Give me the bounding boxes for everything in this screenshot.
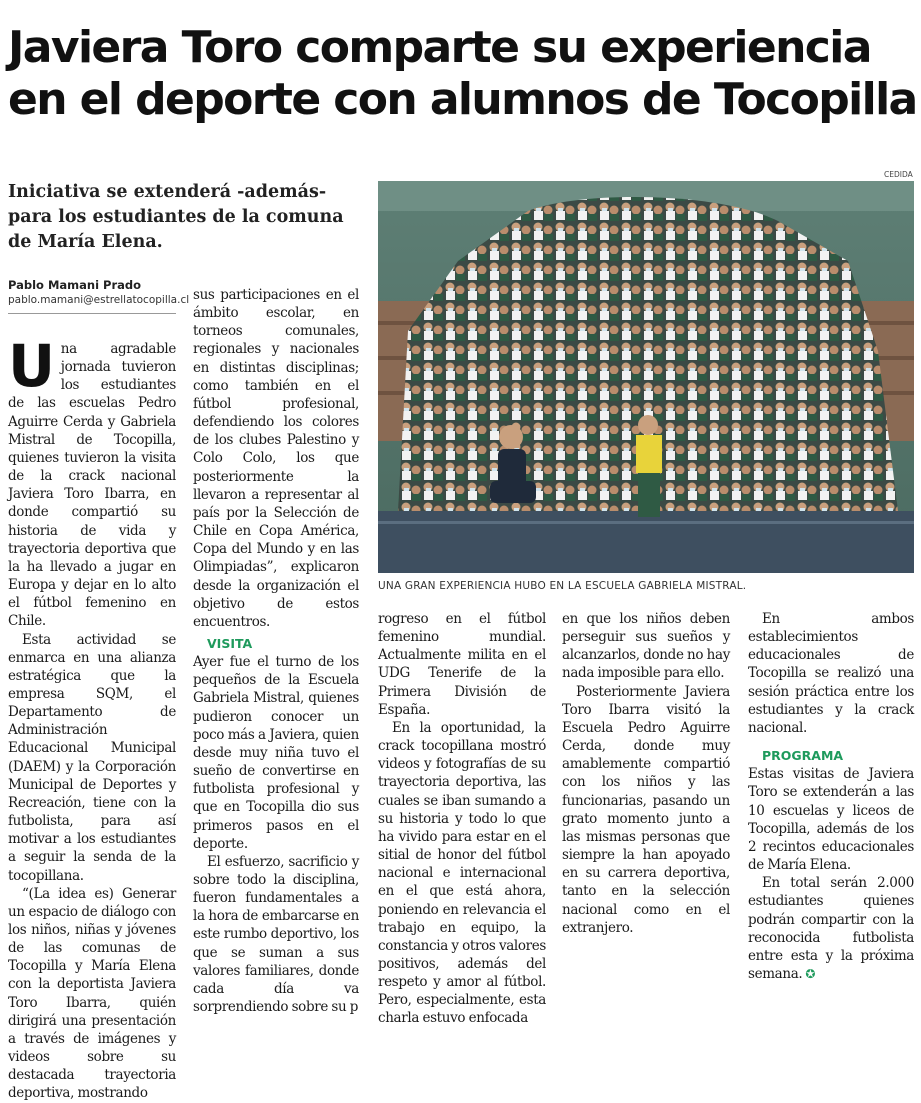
article-paragraph-3b — [193, 286, 359, 631]
end-mark-icon: ✪ — [802, 966, 816, 981]
photo-caption: UNA GRAN EXPERIENCIA HUBO EN LA ESCUELA GABRIELA MISTRAL. — [378, 580, 747, 592]
article-paragraph-6b — [562, 610, 730, 683]
text-slice: “(La idea es) Generar un espacio de diálogo con los niños, niñas y jóvenes de las comunas de Tocopilla y María Elena con la deportista Javiera Toro Ibarra, quién dirigirá una presentación a través de imágenes y videos sobre su destacada trayectoria deportiva, mostrando — [8, 885, 176, 1102]
subheading-visita: VISITA — [207, 635, 253, 651]
headline-line-2: en el deporte con alumnos de Tocopilla — [8, 74, 917, 125]
article-column-2 — [193, 286, 359, 1016]
text-slice: rogreso en el fútbol femenino mundial. Actualmente milita en el UDG Tenerife de la Primera División de España. — [378, 611, 546, 718]
headline-line-1: Javiera Toro comparte su experiencia — [8, 22, 871, 73]
text-slice: El esfuerzo, sacrificio y sobre todo la disciplina, fueron fundamentales a la hora de embarcarse en este rumbo deportivo, los que se suman a sus valores familiares, donde cada día va sorprendiendo sobre su p — [193, 853, 359, 1016]
headline — [8, 22, 917, 126]
text-slice: en que los niños deben perseguir sus sueños y alcanzarlos, donde no hay nada imposible para ello. — [562, 611, 730, 682]
article-paragraph-4: Ayer fue el turno de los pequeños de la Escuela Gabriela Mistral, quienes pudieron conocer un poco más a Javiera, quien desde muy niña tuvo el sueño de convertirse en futbolista profesional y que en Tocopilla dio sus primeros pasos en el deporte. — [193, 654, 359, 852]
text-slice: sus participaciones en el ámbito escolar, en torneos comunales, regionales y nacionales en distintas disciplinas; como también en el fútbol profesional, defendiendo los colores de los clubes Palestino y Colo Colo, los que posteriormente la llevaron a representar al país por la Selección de Chile en Copa América, Copa del Mundo y en las Olimpiadas”, explicaron desde la organización el objetivo de estos encuentros. — [193, 287, 359, 630]
floor — [378, 511, 914, 573]
byline-author: Pablo Mamani Prado — [8, 278, 142, 292]
article-column-1 — [8, 332, 176, 1103]
article-paragraph-5b — [378, 610, 546, 719]
subheading-programa: PROGRAMA — [762, 748, 844, 764]
article-column-4 — [562, 610, 730, 937]
drop-cap: U — [8, 332, 55, 400]
article-column-3 — [378, 610, 546, 1028]
kneeling-athlete — [499, 425, 523, 449]
byline-email: pablo.mamani@estrellatocopilla.cl — [8, 294, 190, 306]
article-paragraph-5a — [193, 853, 359, 1016]
article-paragraph-9: Estas visitas de Javiera Toro se extenderán a las 10 escuelas y liceos de Tocopilla, además de los 2 recintos educacionales de María Elena. — [748, 766, 914, 874]
article-paragraph-8: En ambos establecimientos educacionales de Tocopilla se realizó una sesión práctica entre los estudiantes y la crack nacional. — [748, 611, 914, 736]
group-photo — [378, 181, 914, 573]
byline-divider — [8, 313, 176, 314]
article-paragraph-10: En total serán 2.000 estudiantes quienes podrán compartir con la reconocida futbolista entre esta y la próxima semana. ✪ — [748, 875, 914, 982]
article-paragraph-1: Una agradable jornada tuvieron los estudiantes de las escuelas Pedro Aguirre Cerda y Gabriela Mistral de Tocopilla, quienes tuvieron la visita de la crack nacional Javiera Toro Ibarra, en donde compartió su historia de vida y trayectoria deportiva que la ha llevado a jugar en Europa y dejar en lo alto el fútbol femenino en Chile. — [8, 332, 176, 630]
article-column-5 — [748, 610, 914, 983]
text-slice: En la oportunidad, la crack tocopillana mostró videos y fotografías de su trayectoria deportiva, las cuales se iban sumando a su historia y todo lo que ha vivido para estar en el sitial de honor del fútbol nacional e internacional en el que está ahora, poniendo en relevancia el trabajo en equipo, la constancia y otros valores positivos, además del respeto y amor al fútbol. Pero, especialmente, esta charla estuvo enfocada — [378, 719, 546, 1027]
article-paragraph-7: Posteriormente Javiera Toro Ibarra visitó la Escuela Pedro Aguirre Cerda, donde muy amablemente compartió con los niños y las funcionarias, pasando un grato momento junto a las mismas personas que siempre la han apoyado en su carrera deportiva, tanto en la selección nacional como en el extranjero. — [562, 683, 730, 936]
group-photo-illustration — [378, 181, 914, 573]
article-paragraph-2: Esta actividad se enmarca en una alianza estratégica que la empresa SQM, el Departamento de Administración Educacional Municipal (DAEM) y la Corporación Municipal de Deportes y Recreación, tiene con la futbolista, para así motivar a los estudiantes a seguir la senda de la tocopillana. — [8, 631, 176, 884]
article-paragraph-3a — [8, 885, 176, 1103]
deck-subtitle: Iniciativa se extenderá -además- para los estudiantes de la comuna de María Elena. — [8, 182, 344, 252]
article-paragraph-6a — [378, 719, 546, 1028]
photo-credit: CEDIDA — [884, 170, 913, 179]
